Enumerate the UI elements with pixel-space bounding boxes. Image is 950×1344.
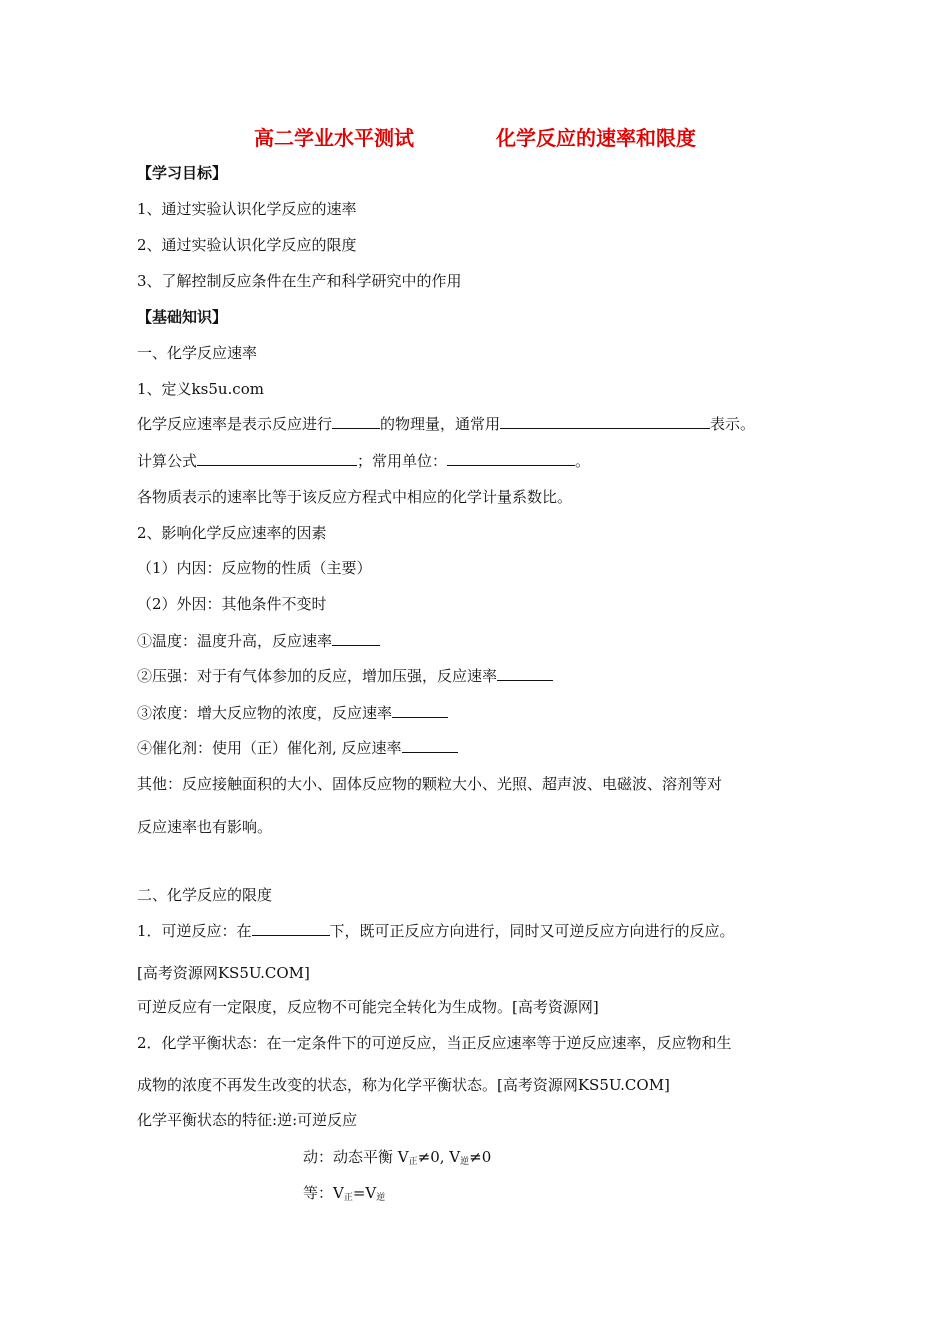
blank-field[interactable] — [447, 451, 575, 466]
temperature-text: ①温度：温度升高，反应速率 — [137, 632, 333, 650]
features-line — [137, 1110, 357, 1130]
definition-text-b: 的物理量，通常用 — [380, 415, 501, 433]
other-factors-2: 反应速率也有影响。 — [137, 818, 273, 836]
factors-title: 2、影响化学反应速率的因素 — [137, 524, 327, 542]
subscript-forward: 正 — [343, 1193, 353, 1203]
blank-field[interactable] — [332, 414, 380, 429]
formula-text-a: 计算公式 — [137, 452, 198, 470]
equilibrium-def-2: 成物的浓度不再发生改变的状态，称为化学平衡状态。[高考资源网KS5U.COM] — [137, 1076, 670, 1094]
blank-field[interactable] — [252, 921, 330, 936]
dynamic-text-b: ≠0, V — [417, 1148, 461, 1166]
subscript-reverse: 逆 — [376, 1193, 386, 1203]
title-left: 高二学业水平测试 — [254, 126, 414, 150]
feature-dynamic — [303, 1147, 491, 1172]
page-title — [0, 122, 950, 151]
source-note-1: [高考资源网KS5U.COM] — [137, 964, 310, 982]
equal-text-b: =V — [352, 1184, 377, 1202]
blank-field[interactable] — [392, 703, 448, 718]
catalyst-line — [137, 738, 458, 758]
concentration-line — [137, 703, 448, 723]
part1-title: 一、化学反应速率 — [137, 344, 258, 362]
feature-equal — [303, 1183, 385, 1208]
title-right: 化学反应的速率和限度 — [496, 126, 696, 150]
features-label: 化学平衡状态的特征: — [137, 1111, 278, 1129]
formula-line — [137, 451, 590, 471]
subscript-forward: 正 — [408, 1157, 418, 1167]
blank-field[interactable] — [500, 414, 710, 429]
reversible-limit: 可逆反应有一定限度，反应物不可能完全转化为生成物。[高考资源网] — [137, 998, 599, 1016]
formula-text-c: 。 — [575, 452, 591, 470]
feature-reversible: 逆:可逆反应 — [277, 1111, 358, 1129]
formula-text-b: ；常用单位： — [357, 452, 448, 470]
subscript-reverse: 逆 — [460, 1157, 470, 1167]
equal-text-a: 等：V — [303, 1184, 344, 1202]
part2-title: 二、化学反应的限度 — [137, 886, 273, 904]
temperature-line — [137, 631, 380, 651]
goal-item-3: 3、了解控制反应条件在生产和科学研究中的作用 — [137, 272, 462, 290]
pressure-line — [137, 666, 553, 686]
goal-item-2: 2、通过实验认识化学反应的限度 — [137, 236, 357, 254]
dynamic-text-c: ≠0 — [469, 1148, 492, 1166]
reversible-text-a: 1．可逆反应：在 — [137, 922, 252, 940]
external-factor: （2）外因：其他条件不变时 — [137, 595, 327, 613]
pressure-text: ②压强：对于有气体参加的反应，增加压强，反应速率 — [137, 667, 498, 685]
blank-field[interactable] — [402, 738, 458, 753]
other-factors-1: 其他：反应接触面积的大小、固体反应物的颗粒大小、光照、超声波、电磁波、溶剂等对 — [137, 775, 723, 793]
goals-heading: 【学习目标】 — [137, 164, 228, 182]
definition-text-a: 化学反应速率是表示反应进行 — [137, 415, 333, 433]
blank-field[interactable] — [332, 631, 380, 646]
blank-field[interactable] — [497, 666, 553, 681]
blank-field[interactable] — [197, 451, 357, 466]
catalyst-text: ④催化剂：使用（正）催化剂, 反应速率 — [137, 739, 402, 757]
definition-label: 1、定义ks5u.com — [137, 380, 264, 398]
dynamic-text-a: 动：动态平衡 V — [303, 1148, 409, 1166]
reversible-text-b: 下，既可正反应方向进行，同时又可逆反应方向进行的反应。 — [329, 922, 735, 940]
equilibrium-def-1: 2．化学平衡状态：在一定条件下的可逆反应，当正反应速率等于逆反应速率，反应物和生 — [137, 1034, 732, 1052]
definition-line — [137, 414, 755, 434]
reversible-line — [137, 921, 735, 941]
basics-heading: 【基础知识】 — [137, 308, 228, 326]
internal-factor: （1）内因：反应物的性质（主要） — [137, 559, 372, 577]
goal-item-1: 1、通过实验认识化学反应的速率 — [137, 200, 357, 218]
ratio-line: 各物质表示的速率比等于该反应方程式中相应的化学计量系数比。 — [137, 488, 573, 506]
concentration-text: ③浓度：增大反应物的浓度，反应速率 — [137, 704, 393, 722]
definition-text-c: 表示。 — [710, 415, 756, 433]
